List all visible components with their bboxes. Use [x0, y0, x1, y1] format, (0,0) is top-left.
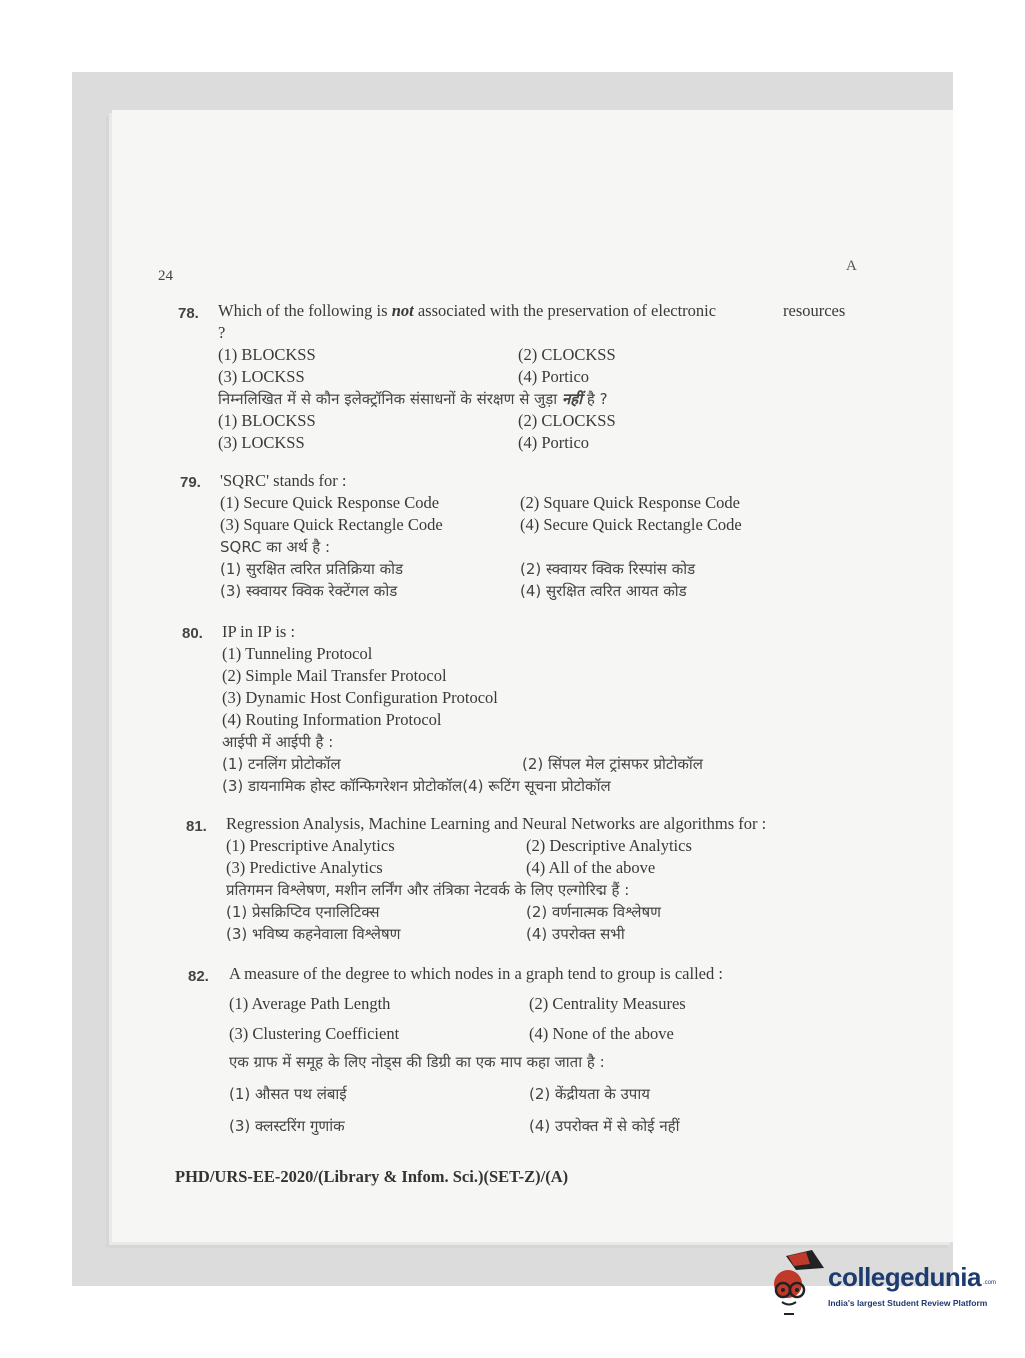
- option: (2) केंद्रीयता के उपाय: [529, 1085, 650, 1103]
- option: (3) Clustering Coefficient: [229, 1024, 400, 1043]
- option: (3) LOCKSS: [218, 367, 305, 386]
- logo-wordmark: collegedunia: [828, 1262, 981, 1292]
- option: (4) Portico: [518, 367, 590, 386]
- question-text-en: Regression Analysis, Machine Learning and Neural Networks are algorithms for :: [226, 814, 767, 833]
- question-79: [220, 470, 820, 602]
- question-number: 81.: [186, 818, 207, 835]
- option: (2) Centrality Measures: [529, 994, 686, 1013]
- option: (3) क्लस्टरिंग गुणांक: [229, 1117, 345, 1135]
- option: (3) स्क्वायर क्विक रेक्टेंगल कोड: [220, 582, 398, 600]
- question-80: [222, 621, 822, 797]
- question-text-en: 'SQRC' stands for :: [220, 471, 347, 490]
- option: (4) Secure Quick Rectangle Code: [520, 515, 742, 534]
- option: (1) BLOCKSS: [218, 411, 316, 430]
- question-82: [229, 963, 829, 1137]
- question-text-hi: एक ग्राफ में समूह के लिए नोड्स की डिग्री का एक माप कहा जाता है :: [229, 1053, 605, 1071]
- option: (2) स्क्वायर क्विक रिस्पांस कोड: [520, 560, 696, 578]
- logo-tagline: India's largest Student Review Platform: [828, 1298, 988, 1308]
- question-number: 80.: [182, 625, 203, 642]
- logo-domain: .com: [983, 1280, 997, 1286]
- page-number: 24: [158, 268, 173, 284]
- option: (3) Square Quick Rectangle Code: [220, 515, 443, 534]
- option: (1) Average Path Length: [229, 994, 391, 1013]
- option: (1) सुरक्षित त्वरित प्रतिक्रिया कोड: [220, 560, 404, 578]
- option: (1) प्रेसक्रिप्टिव एनालिटिक्स: [226, 903, 380, 921]
- question-number: 82.: [188, 968, 209, 985]
- option: (2) Descriptive Analytics: [526, 836, 692, 855]
- option: (4) None of the above: [529, 1024, 674, 1043]
- option: (3) भविष्य कहनेवाला विश्लेषण: [226, 925, 401, 943]
- collegedunia-logo: [766, 1250, 996, 1320]
- question-mark: ?: [218, 323, 226, 342]
- set-letter: A: [846, 258, 857, 274]
- option: (3) डायनामिक होस्ट कॉन्फिगरेशन प्रोटोकॉल(4) रूटिंग सूचना प्रोटोकॉल: [222, 777, 611, 795]
- option: (2) सिंपल मेल ट्रांसफर प्रोटोकॉल: [522, 755, 703, 773]
- question-text-hi: SQRC का अर्थ है :: [220, 538, 331, 556]
- option: (3) Dynamic Host Configuration Protocol: [222, 688, 498, 707]
- option: (4) Portico: [518, 433, 590, 452]
- question-number: 79.: [180, 474, 201, 491]
- option: (1) औसत पथ लंबाई: [229, 1085, 347, 1103]
- option: (3) LOCKSS: [218, 433, 305, 452]
- option: (1) Secure Quick Response Code: [220, 493, 440, 512]
- option: (1) BLOCKSS: [218, 345, 316, 364]
- paper-code-footer: PHD/URS-EE-2020/(Library & Infom. Sci.)(SET-Z)/(A): [175, 1167, 569, 1186]
- option: (2) Simple Mail Transfer Protocol: [222, 666, 447, 685]
- option: (2) CLOCKSS: [518, 411, 616, 430]
- option: (4) उपरोक्त सभी: [526, 925, 625, 943]
- option: (3) Predictive Analytics: [226, 858, 383, 877]
- option: (2) CLOCKSS: [518, 345, 616, 364]
- question-78: [218, 300, 858, 454]
- question-text-hi: प्रतिगमन विश्लेषण, मशीन लर्निंग और तंत्रिका नेटवर्क के लिए एल्गोरिद्म हैं :: [226, 881, 630, 899]
- option: (1) Tunneling Protocol: [222, 644, 373, 663]
- option: (2) वर्णनात्मक विश्लेषण: [526, 903, 661, 921]
- option: (1) Prescriptive Analytics: [226, 836, 395, 855]
- option: (1) टनलिंग प्रोटोकॉल: [222, 755, 341, 773]
- mascot-icon: [766, 1250, 826, 1320]
- question-text-en: IP in IP is :: [222, 622, 296, 641]
- question-text-en: A measure of the degree to which nodes in a graph tend to group is called :: [229, 964, 723, 983]
- option: (4) उपरोक्त में से कोई नहीं: [529, 1117, 680, 1135]
- question-81: [226, 813, 826, 945]
- option: (2) Square Quick Response Code: [520, 493, 740, 512]
- option: (4) सुरक्षित त्वरित आयत कोड: [520, 582, 687, 600]
- question-text-en: Which of the following is not associated with the preservation of electronic resources: [218, 301, 846, 320]
- question-text-hi: आईपी में आईपी है :: [222, 733, 334, 751]
- question-text-hi: निम्नलिखित में से कौन इलेक्ट्रॉनिक संसाधनों के संरक्षण से जुड़ा नहीं है ?: [218, 390, 608, 408]
- option: (4) Routing Information Protocol: [222, 710, 442, 729]
- question-number: 78.: [178, 305, 199, 322]
- option: (4) All of the above: [526, 858, 656, 877]
